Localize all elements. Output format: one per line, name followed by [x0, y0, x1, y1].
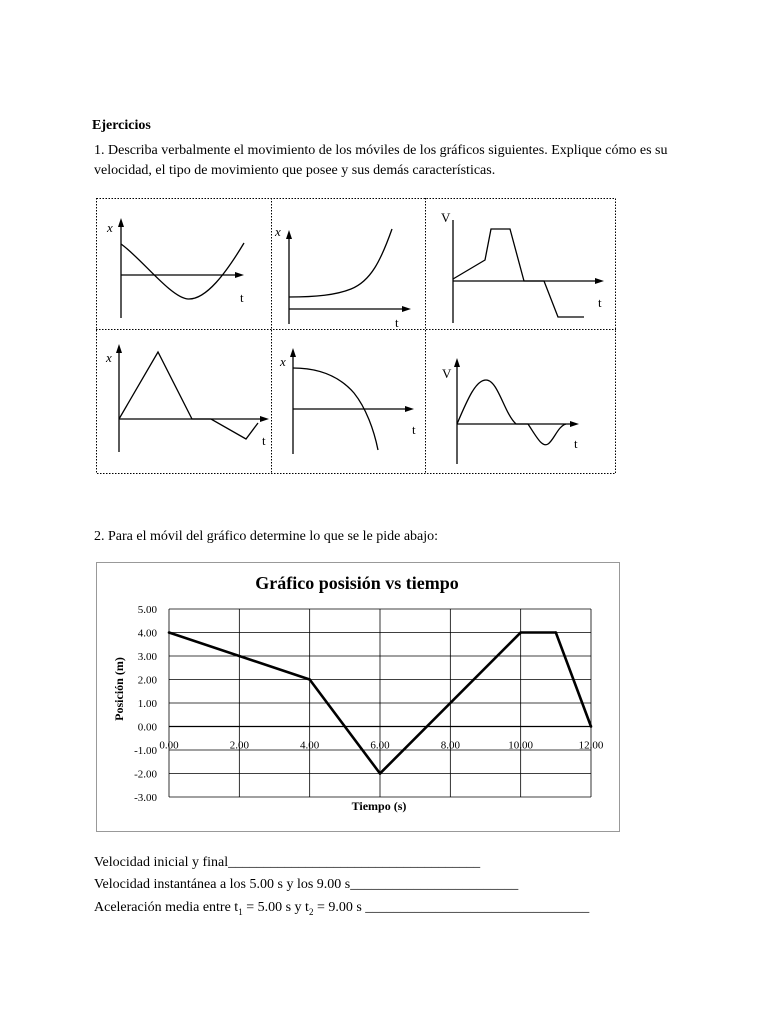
question-initial-final-velocity: Velocidad inicial y final____________________________________: [94, 855, 481, 870]
g2-horizontal-label: t: [395, 315, 399, 330]
chart-y-tick-labels: [134, 604, 157, 804]
g5-horizontal-arrow: [405, 406, 414, 412]
g6-vertical-label: V: [442, 366, 452, 381]
g3-horizontal-arrow: [595, 278, 604, 284]
g1-horizontal-arrow: [235, 272, 244, 278]
question-average-acceleration: [94, 900, 589, 917]
chart-svg: [97, 563, 619, 831]
g4-horizontal-arrow: [260, 416, 269, 422]
g2-horizontal-arrow: [402, 306, 411, 312]
exercise-1-text: 1. Describa verbalmente el movimiento de los móviles de los gráficos siguientes. Explique cómo es su velocidad, el tipo de movimiento que posee y sus demás características.: [94, 143, 668, 178]
chart-data-point: [590, 725, 593, 728]
chart-x-tick-label: 2.00: [229, 739, 249, 752]
g1-vertical-arrow: [118, 218, 124, 227]
chart-y-tick-label: 1.00: [137, 698, 157, 710]
sketch-graph-3: [453, 220, 604, 323]
exercise-2-text: 2. Para el móvil del gráfico determine lo que se le pide abajo:: [94, 529, 439, 544]
g4-vertical-label: x: [106, 350, 112, 365]
question-instant-velocity: Velocidad instantánea a los 5.00 s y los 9.00 s________________________: [94, 877, 519, 892]
chart-data-point: [308, 678, 311, 681]
g2-vertical-label: x: [275, 224, 281, 239]
g3-curve: [453, 229, 584, 317]
chart-x-axis-label: Tiempo (s): [351, 799, 407, 813]
g4-curve: [119, 352, 258, 439]
g2-vertical-arrow: [286, 230, 292, 239]
g4-vertical-arrow: [116, 344, 122, 353]
chart-x-tick-label: 12.00: [578, 739, 604, 752]
chart-y-tick-label: -1.00: [134, 745, 157, 757]
chart-y-axis-label: Posición (m): [112, 657, 126, 721]
g5-vertical-label: x: [280, 354, 286, 369]
q3-suffix: = 9.00 s ________________________________: [313, 900, 590, 915]
chart-y-tick-label: 5.00: [137, 604, 157, 616]
section-heading: Ejercicios: [92, 118, 151, 133]
g3-vertical-label: V: [441, 210, 451, 225]
sketch-graph-1: [118, 218, 244, 318]
chart-y-tick-label: 0.00: [137, 721, 157, 734]
sketch-graph-2: [286, 229, 411, 324]
grid-borders: [96, 198, 616, 474]
q3-prefix: Aceleración media entre t: [94, 900, 239, 915]
chart-x-tick-label: 8.00: [440, 739, 460, 752]
chart-y-tick-label: 4.00: [137, 627, 157, 640]
chart-x-tick-label: 4.00: [300, 739, 320, 752]
g1-horizontal-label: t: [240, 290, 244, 305]
g6-vertical-arrow: [454, 358, 460, 367]
g5-horizontal-label: t: [412, 422, 416, 437]
chart-data-point: [379, 772, 382, 775]
chart-y-tick-label: 2.00: [137, 674, 157, 687]
position-time-chart: [96, 562, 620, 832]
g6-horizontal-arrow: [570, 421, 579, 427]
sketch-graph-6: [454, 358, 579, 464]
chart-y-tick-label: -3.00: [134, 792, 157, 804]
q3-sub2: 2: [308, 906, 314, 917]
g1-curve: [121, 243, 244, 299]
chart-y-tick-label: -2.00: [134, 768, 157, 781]
chart-x-tick-label: 10.00: [508, 739, 534, 752]
sketch-graph-4: [116, 344, 269, 452]
chart-title: Gráfico posisión vs tiempo: [255, 573, 459, 593]
g6-curve: [457, 380, 566, 445]
chart-gridlines: [169, 609, 591, 797]
chart-x-tick-label: 6.00: [370, 739, 390, 752]
g3-horizontal-label: t: [598, 295, 602, 310]
g5-vertical-arrow: [290, 348, 296, 357]
chart-y-tick-label: 3.00: [137, 651, 157, 663]
chart-data-point: [519, 631, 522, 634]
g6-horizontal-label: t: [574, 436, 578, 451]
sketch-graph-5: [290, 348, 414, 454]
chart-x-tick-label: 0.00: [159, 739, 179, 752]
sketch-graphs-grid: [96, 198, 616, 474]
q3-sub1: 1: [238, 906, 243, 917]
g4-horizontal-label: t: [262, 433, 266, 448]
q3-mid: = 5.00 s y t: [242, 900, 309, 915]
g1-vertical-label: x: [107, 220, 113, 235]
chart-data-point: [555, 631, 558, 634]
g2-curve: [289, 229, 392, 297]
chart-data-point: [168, 631, 171, 634]
